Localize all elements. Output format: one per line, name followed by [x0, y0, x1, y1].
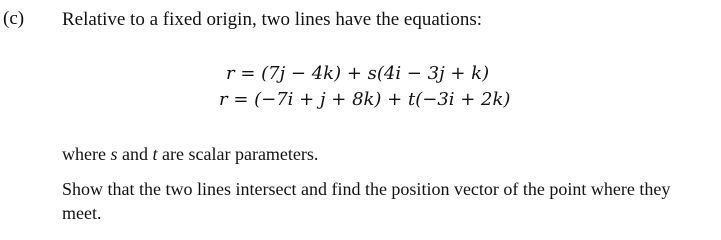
- parameters-note-prefix: where: [62, 144, 111, 164]
- variable-t: t: [152, 144, 158, 164]
- parameters-note-middle: and: [117, 144, 153, 164]
- parameters-note-suffix: are scalar parameters.: [157, 144, 319, 164]
- line-equation-2: r = (−7i + j + 8k) + t(−3i + 2k): [219, 89, 511, 110]
- intro-text: Relative to a fixed origin, two lines have the equations:: [62, 9, 483, 30]
- question-text: Show that the two lines intersect and find the position vector of the point where they meet.: [62, 179, 671, 223]
- variable-s: s: [110, 144, 118, 164]
- line-equation-1: r = (7j − 4k) + s(4i − 3j + k): [226, 63, 490, 84]
- part-label: (c): [3, 8, 25, 29]
- parameters-note: [62, 144, 318, 165]
